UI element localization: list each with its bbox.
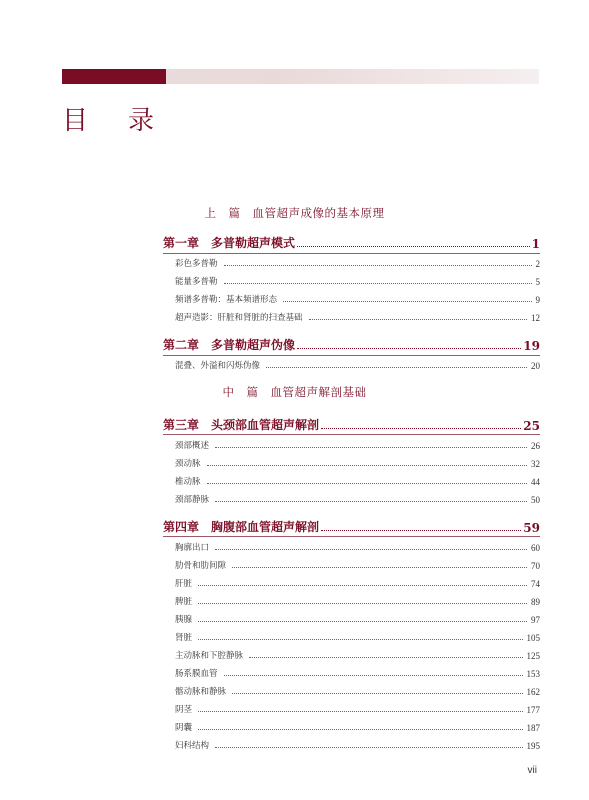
toc-entry[interactable] — [175, 311, 540, 323]
entry-page: 12 — [531, 313, 540, 323]
entry-page: 105 — [526, 633, 540, 643]
leader-dots — [215, 549, 527, 550]
entry-page: 187 — [526, 723, 540, 733]
leader-dots — [215, 747, 522, 748]
leader-dots — [232, 693, 522, 694]
entry-title: 肝脏 — [175, 579, 193, 589]
toc-entry[interactable] — [175, 541, 540, 553]
entry-page: 125 — [526, 651, 540, 661]
chapter-title: 第一章 多普勒超声模式 — [163, 236, 296, 250]
toc-entry[interactable] — [175, 359, 540, 371]
toc-entry[interactable] — [175, 739, 540, 751]
toc-entry[interactable] — [175, 649, 540, 661]
entry-page: 97 — [531, 615, 540, 625]
chapter-divider — [163, 253, 540, 254]
entry-page: 162 — [526, 687, 540, 697]
entry-title: 肠系膜血管 — [175, 669, 218, 679]
chapter-divider — [163, 434, 540, 435]
leader-dots — [198, 621, 527, 622]
entry-page: 60 — [531, 543, 540, 553]
entry-page: 26 — [531, 441, 540, 451]
chapter-page: 1 — [531, 237, 540, 251]
entry-page: 74 — [531, 579, 540, 589]
entry-page: 5 — [535, 277, 540, 287]
entry-title: 主动脉和下腔静脉 — [175, 651, 244, 661]
entry-title: 胸廓出口 — [175, 543, 210, 553]
leader-dots — [207, 465, 527, 466]
toc-entry[interactable] — [175, 475, 540, 487]
leader-dots — [198, 603, 527, 604]
entry-title: 颈部概述 — [175, 441, 210, 451]
entry-title: 颈部静脉 — [175, 495, 210, 505]
leader-dots — [224, 283, 532, 284]
entry-title: 阴茎 — [175, 705, 193, 715]
leader-dots — [321, 530, 521, 531]
entry-title: 脾脏 — [175, 597, 193, 607]
page-number: vii — [527, 765, 537, 776]
leader-dots — [198, 711, 522, 712]
leader-dots — [198, 585, 527, 586]
leader-dots — [283, 301, 531, 302]
toc-entry[interactable] — [175, 457, 540, 469]
toc-entry[interactable] — [175, 685, 540, 697]
toc-entry[interactable] — [175, 559, 540, 571]
part-heading-upper: 上 篇 血管超声成像的基本原理 — [204, 206, 385, 220]
entry-title: 彩色多普勒 — [175, 259, 218, 269]
entry-page: 89 — [531, 597, 540, 607]
page-title: 目录 — [62, 106, 195, 136]
toc-entry[interactable] — [175, 703, 540, 715]
entry-title: 能量多普勒 — [175, 277, 218, 287]
entry-page: 32 — [531, 459, 540, 469]
entry-title: 频谱多普勒：基本频谱形态 — [175, 295, 278, 305]
leader-dots — [309, 319, 527, 320]
chapter-4-entry[interactable] — [163, 518, 540, 535]
entry-title: 混叠、外溢和闪烁伪像 — [175, 361, 261, 371]
part-heading-middle: 中 篇 血管超声解剖基础 — [222, 385, 367, 399]
toc-entry[interactable] — [175, 595, 540, 607]
toc-entry[interactable] — [175, 631, 540, 643]
entry-page: 70 — [531, 561, 540, 571]
chapter-3-entry[interactable] — [163, 416, 540, 433]
header-bar — [62, 69, 539, 84]
entry-page: 44 — [531, 477, 540, 487]
chapter-page: 25 — [523, 419, 540, 433]
entry-title: 椎动脉 — [175, 477, 201, 487]
header-bar-accent — [62, 69, 166, 84]
entry-page: 153 — [526, 669, 540, 679]
toc-entry[interactable] — [175, 577, 540, 589]
chapter-divider — [163, 536, 540, 537]
toc-entry[interactable] — [175, 721, 540, 733]
leader-dots — [297, 348, 521, 349]
leader-dots — [321, 428, 521, 429]
entry-title: 髂动脉和静脉 — [175, 687, 227, 697]
chapter-page: 59 — [523, 521, 540, 535]
entry-page: 195 — [526, 741, 540, 751]
toc-entry[interactable] — [175, 667, 540, 679]
chapter-title: 第三章 头颈部血管超声解剖 — [163, 418, 320, 432]
chapter-title: 第四章 胸腹部血管超声解剖 — [163, 520, 320, 534]
entry-title: 肋骨和肋间隙 — [175, 561, 227, 571]
leader-dots — [232, 567, 527, 568]
leader-dots — [215, 501, 527, 502]
toc-entry[interactable] — [175, 275, 540, 287]
leader-dots — [266, 367, 527, 368]
leader-dots — [297, 246, 530, 247]
leader-dots — [249, 657, 522, 658]
toc-entry[interactable] — [175, 293, 540, 305]
toc-entry[interactable] — [175, 613, 540, 625]
leader-dots — [224, 265, 532, 266]
entry-page: 20 — [531, 361, 540, 371]
entry-title: 肾脏 — [175, 633, 193, 643]
entry-title: 妇科结构 — [175, 741, 210, 751]
entry-page: 177 — [526, 705, 540, 715]
toc-entry[interactable] — [175, 493, 540, 505]
entry-page: 50 — [531, 495, 540, 505]
chapter-title: 第二章 多普勒超声伪像 — [163, 338, 296, 352]
toc-entry[interactable] — [175, 439, 540, 451]
leader-dots — [198, 729, 522, 730]
leader-dots — [198, 639, 522, 640]
leader-dots — [224, 675, 523, 676]
entry-title: 胰腺 — [175, 615, 193, 625]
chapter-1-entry[interactable] — [163, 234, 540, 251]
toc-entry[interactable] — [175, 257, 540, 269]
leader-dots — [215, 447, 527, 448]
entry-title: 颈动脉 — [175, 459, 201, 469]
leader-dots — [207, 483, 527, 484]
entry-page: 9 — [535, 295, 540, 305]
entry-page: 2 — [535, 259, 540, 269]
chapter-divider — [163, 355, 540, 356]
entry-title: 超声造影：肝脏和肾脏的扫查基础 — [175, 313, 303, 323]
entry-title: 阴囊 — [175, 723, 193, 733]
chapter-2-entry[interactable] — [163, 336, 540, 353]
chapter-page: 19 — [523, 339, 540, 353]
